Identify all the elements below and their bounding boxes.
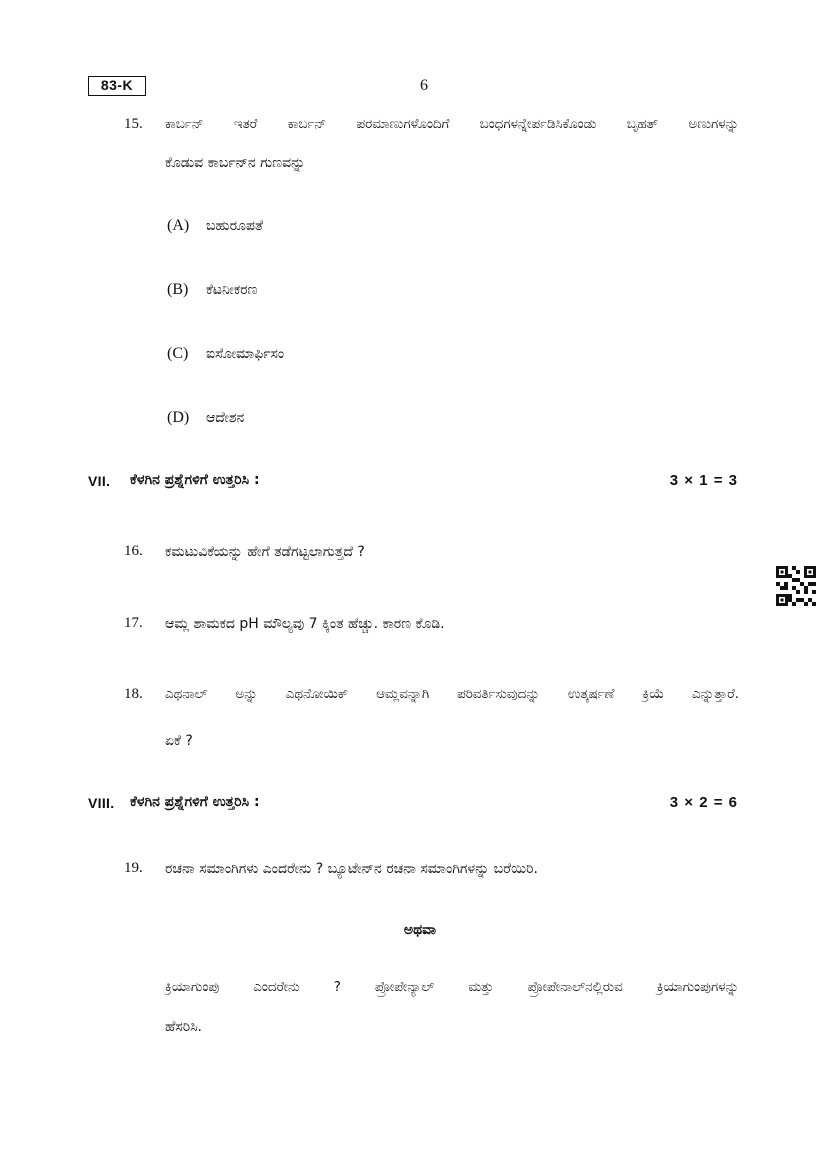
question-16-text: ಕಮಟುವಿಕೆಯನ್ನು ಹೇಗೆ ತಡೆಗಟ್ಟಲಾಗುತ್ತದೆ ? [165, 544, 365, 560]
question-17-number: 17. [124, 615, 143, 631]
option-c-letter: (C) [167, 345, 189, 362]
question-16-number: 16. [124, 543, 143, 559]
paper-code-box: 83-K [88, 76, 146, 96]
question-17-text: ಆಮ್ಲ ಶಾಮಕದ pH ಮೌಲ್ಯವು 7 ಕ್ಕಿಂತ ಹೆಚ್ಚು. ಕಾರಣ ಕೊಡಿ. [165, 616, 445, 632]
question-19-number: 19. [124, 860, 143, 876]
section-7-roman: VII. [88, 473, 111, 489]
question-19-text: ರಚನಾ ಸಮಾಂಗಿಗಳು ಎಂದರೇನು ? ಬ್ಯೂಟೇನ್‌ನ ರಚನಾ ಸಮಾಂಗಿಗಳನ್ನು ಬರೆಯಿರಿ. [165, 861, 538, 877]
option-c-text: ಐಸೋಮಾರ್ಫಿಸಂ [206, 346, 285, 362]
option-b-letter: (B) [167, 281, 189, 298]
question-18-line2: ಏಕೆ ? [165, 733, 193, 749]
question-15-line1: ಕಾರ್ಬನ್ ಇತರೆ ಕಾರ್ಬನ್ ಪರಮಾಣುಗಳೊಂದಿಗೆ ಬಂಧಗಳನ್ನೇರ್ಪಡಿಸಿಕೊಂಡು ಬೃಹತ್ ಅಣುಗಳನ್ನು [165, 117, 739, 132]
question-18-number: 18. [124, 686, 143, 702]
qr-code [776, 566, 816, 606]
or-divider: ಅಥವಾ [403, 922, 437, 938]
section-7-title: ಕೆಳಗಿನ ಪ್ರಶ್ನೆಗಳಿಗೆ ಉತ್ತರಿಸಿ : [130, 472, 260, 488]
page-number: 6 [420, 77, 428, 94]
section-8-marks: 3 × 2 = 6 [669, 794, 738, 811]
option-a-letter: (A) [167, 217, 190, 234]
option-a-text: ಬಹುರೂಪತೆ [206, 218, 263, 234]
option-d-text: ಆದೇಶನ [206, 410, 245, 426]
question-15-line2: ಕೊಡುವ ಕಾರ್ಬನ್‌ನ ಗುಣವನ್ನು [165, 155, 306, 171]
question-15-number: 15. [124, 116, 143, 132]
section-8-roman: VIII. [88, 795, 115, 811]
question-18-line1: ಎಥನಾಲ್ ಅನ್ನು ಎಥನೋಯಿಕ್ ಆಮ್ಲವನ್ನಾಗಿ ಪರಿವರ್ತಿಸುವುದನ್ನು ಉತ್ಕರ್ಷಣೆ ಕ್ರಿಯೆ ಎನ್ನುತ್ತಾರೆ. [165, 687, 739, 702]
section-8-title: ಕೆಳಗಿನ ಪ್ರಶ್ನೆಗಳಿಗೆ ಉತ್ತರಿಸಿ : [130, 794, 260, 810]
option-d-letter: (D) [167, 409, 190, 426]
question-19-alt-line2: ಹೆಸರಿಸಿ. [165, 1019, 202, 1035]
section-7-marks: 3 × 1 = 3 [669, 472, 738, 489]
question-19-alt-line1: ಕ್ರಿಯಾಗುಂಪು ಎಂದರೇನು ? ಪ್ರೋಪೇನ್ಯಾಲ್ ಮತ್ತು ಪ್ರೋಪೇನಾಲ್‌ನಲ್ಲಿರುವ ಕ್ರಿಯಾಗುಂಪುಗಳನ್ನು [165, 980, 739, 995]
option-b-text: ಕೆಟನೀಕರಣ [206, 282, 258, 298]
